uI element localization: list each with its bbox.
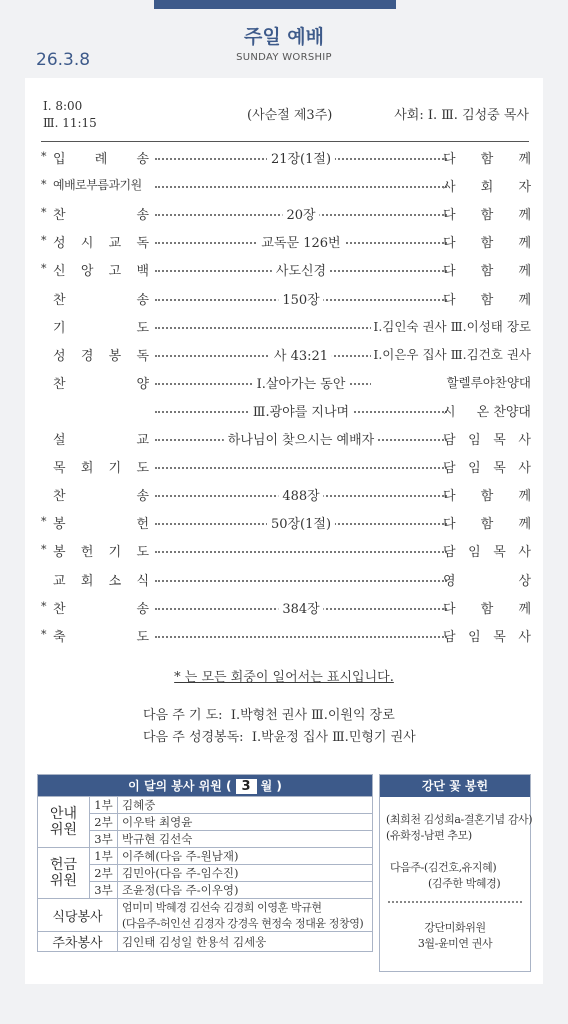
order-item-leader: 다 함 께 <box>443 292 531 308</box>
order-item <box>41 570 531 592</box>
standing-marker: * <box>41 262 47 276</box>
page-title: 주일 예배 <box>243 26 325 48</box>
order-item-leader: 다 함 께 <box>443 152 531 167</box>
volunteers-table-title: 이 달의 봉사 위원 ( 3 월 ) <box>38 775 373 797</box>
order-item-leader: 담 임 목 사 <box>443 545 531 561</box>
order-item-name: 찬 송 <box>53 208 149 224</box>
page-subtitle: SUNDAY WORSHIP <box>236 52 332 63</box>
order-item-name: 찬 송 <box>53 489 149 505</box>
order-item <box>41 260 531 282</box>
next-week-reading-value: Ⅰ.박윤정 집사 Ⅲ.민형기 권사 <box>251 730 416 745</box>
order-item-detail: 사 43:21 <box>155 345 447 367</box>
order-item <box>41 373 531 395</box>
order-item-name: 찬 양 <box>53 376 149 392</box>
offering-group-label: 헌금 위원 <box>38 848 90 899</box>
service-time-1: Ⅰ. 8:00 <box>43 99 83 113</box>
order-item <box>41 401 531 423</box>
order-item-detail <box>155 541 447 563</box>
order-item-detail: 21장(1절) <box>155 148 447 170</box>
table-row: 안내 위원 1부 김혜중 <box>38 797 373 814</box>
order-item-name: 성 경 봉 독 <box>53 348 149 364</box>
order-item-name: 찬 송 <box>53 292 149 308</box>
next-week-prayer-value: Ⅰ.박형천 권사 Ⅲ.이원익 장로 <box>230 708 395 723</box>
order-item-detail: 150장 <box>155 289 447 311</box>
order-item-detail: 20장 <box>155 204 447 226</box>
altar-flowers-box: 강단 꽃 봉헌 (최희천 김성희a-결혼기념 감사) (유화정-남편 추모) 다음주-(김건호,유지혜) (김주한 박혜경) 강단미화위원 3월-윤미연 권사 <box>379 774 531 972</box>
next-week-prayer-label: 다음 주 기 도: <box>143 708 223 723</box>
order-item-detail: 384장 <box>155 598 447 620</box>
order-item-leader: 다 함 께 <box>443 264 531 280</box>
order-item <box>41 204 531 226</box>
order-item <box>41 289 531 311</box>
standing-marker: * <box>41 206 47 220</box>
order-item-name: 성 시 교 독 <box>53 236 149 252</box>
order-item-leader: Ⅰ.이은우 집사 Ⅲ.김건호 권사 <box>371 345 531 363</box>
kitchen-volunteers: 엄미미 박혜경 김선숙 김경희 이영훈 박규현 (다음주-허인선 김경자 강경옥 현정숙 정대윤 정창영) <box>118 899 373 932</box>
order-item-leader: 다 함 께 <box>443 208 531 224</box>
table-row: 3부 박규현 김선숙 <box>38 831 373 848</box>
order-item <box>41 598 531 620</box>
order-item-name: 찬 송 <box>53 601 149 617</box>
monthly-volunteers-table <box>37 774 373 952</box>
order-item-name: 기 도 <box>53 320 149 336</box>
service-time-3: Ⅲ. 11:15 <box>43 116 97 130</box>
table-row: 헌금 위원 1부 이주혜(다음 주-원남재) <box>38 848 373 865</box>
standing-marker: * <box>41 234 47 248</box>
order-item-name: 축 도 <box>53 629 149 645</box>
order-item <box>41 541 531 563</box>
order-item-leader: 다 함 께 <box>443 601 531 617</box>
order-item-leader: 할렐루야찬양대 <box>371 373 531 391</box>
order-item-name: 교 회 소 식 <box>53 573 149 589</box>
standing-marker: * <box>41 599 47 613</box>
order-item-name: 신 앙 고 백 <box>53 264 149 280</box>
service-times <box>43 98 97 132</box>
order-item-leader: 사 회 자 <box>443 180 531 196</box>
parking-label: 주차봉사 <box>38 932 118 952</box>
order-item-leader: Ⅰ.김인숙 권사 Ⅲ.이성태 장로 <box>371 317 531 335</box>
standing-marker: * <box>41 150 47 163</box>
next-week-reading <box>143 726 416 745</box>
order-item-leader: 영 상 <box>443 573 531 589</box>
order-item-detail: Ⅰ.살아가는 동안 <box>155 373 447 395</box>
order-item-name: 봉 헌 기 도 <box>53 545 149 561</box>
usher-group-label: 안내 위원 <box>38 797 90 848</box>
order-item-detail: 하나님이 찾으시는 예배자 <box>155 429 447 451</box>
order-item-leader: 다 함 께 <box>443 236 531 252</box>
order-item-detail: 교독문 126번 <box>155 232 447 254</box>
order-item-leader: 담 임 목 사 <box>443 433 531 448</box>
service-date: 26.3.8 <box>36 50 91 70</box>
order-item-name: 목 회 기 도 <box>53 461 149 477</box>
standing-marker: * <box>41 515 47 529</box>
liturgical-season: (사순절 제3주) <box>247 108 333 123</box>
table-row: 2부 김민아(다음 주-임수진) <box>38 865 373 882</box>
order-item-detail <box>155 626 447 648</box>
header-divider <box>41 141 529 142</box>
table-row: 2부 이우탁 최영윤 <box>38 814 373 831</box>
presider: 사회: Ⅰ. Ⅲ. 김성중 목사 <box>394 108 529 123</box>
order-item-name: 봉 헌 <box>53 517 149 533</box>
order-item-detail <box>155 176 447 198</box>
next-week-reading-label: 다음 주 성경봉독: <box>143 730 244 745</box>
order-item-leader: 담 임 목 사 <box>443 629 531 645</box>
order-item-name: 예배로부름과기원 <box>53 178 142 193</box>
order-item-detail: Ⅲ.광야를 지나며 <box>155 401 447 423</box>
order-item-detail <box>155 457 447 479</box>
table-row: 3부 조윤정(다음 주-이우영) <box>38 882 373 899</box>
order-item-name: 입 례 송 <box>53 152 149 167</box>
standing-notice: * 는 모든 회중이 일어서는 표시입니다. <box>174 670 394 685</box>
order-item <box>41 513 531 535</box>
order-item <box>41 626 531 648</box>
parking-volunteers: 김인태 김성일 한용석 김세웅 <box>118 932 373 952</box>
order-item <box>41 457 531 479</box>
table-row <box>38 899 373 932</box>
order-item-leader: 다 함 께 <box>443 489 531 505</box>
bulletin-card <box>25 78 543 984</box>
order-item <box>41 317 531 339</box>
top-accent-bar <box>154 0 396 9</box>
standing-marker: * <box>41 178 47 192</box>
altar-flowers-title: 강단 꽃 봉헌 <box>380 775 530 797</box>
order-item <box>41 345 531 367</box>
kitchen-label: 식당봉사 <box>38 899 118 932</box>
order-item-leader: 다 함 께 <box>443 517 531 533</box>
order-item-detail <box>155 570 447 592</box>
standing-marker: * <box>41 627 47 641</box>
order-item <box>41 232 531 254</box>
order-item-detail: 488장 <box>155 485 447 507</box>
order-item <box>41 429 531 451</box>
order-item <box>41 485 531 507</box>
order-item <box>41 176 531 198</box>
order-item-leader: 시 온 찬양대 <box>443 404 531 420</box>
next-week-prayer <box>143 704 395 723</box>
order-item-leader: 담 임 목 사 <box>443 461 531 477</box>
order-item-name: 설 교 <box>53 433 149 448</box>
order-item-detail: 50장(1절) <box>155 513 447 535</box>
volunteer-month: 3 <box>236 779 257 794</box>
table-row <box>38 932 373 952</box>
order-item-detail: 사도신경 <box>155 260 447 282</box>
standing-marker: * <box>41 543 47 557</box>
order-item <box>41 148 531 170</box>
